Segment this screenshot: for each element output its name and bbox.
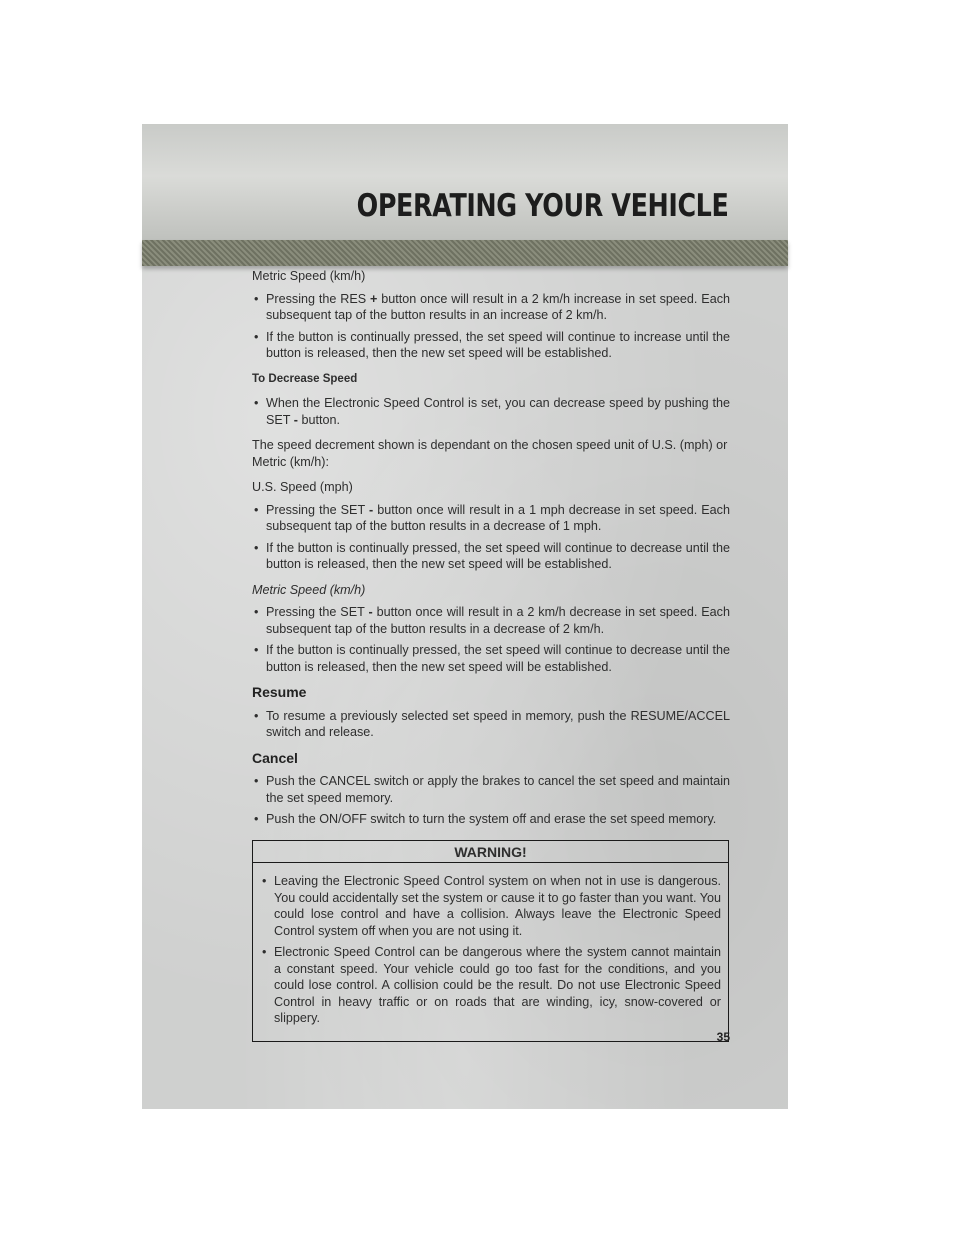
- manual-page: [142, 124, 788, 1109]
- bullet: •: [254, 540, 259, 555]
- us-decrease-list: [252, 502, 730, 573]
- metric-speed-label: Metric Speed (km/h): [252, 269, 366, 283]
- warning-body: [253, 863, 728, 1041]
- bullet: •: [262, 874, 267, 888]
- bullet: •: [262, 945, 267, 959]
- res-plus-button-label: +: [370, 291, 378, 306]
- cancel-heading: Cancel: [252, 749, 298, 766]
- list-item: • If the button is continually pressed, the set speed will continue to decrease until the button is released, then the new set speed will be established.: [254, 540, 730, 571]
- warning-list: [260, 873, 721, 1027]
- cancel-list: [252, 773, 730, 828]
- page-title: OPERATING YOUR VEHICLE: [356, 188, 728, 224]
- list-item: • Pressing the SET - button once will result in a 1 mph decrease in set speed. Each subsequent tap of the button results in a decrease of 1 mph.: [254, 502, 730, 533]
- set-minus-button-label: -: [368, 605, 373, 619]
- resume-heading: Resume: [252, 684, 307, 700]
- decrease-list: [252, 395, 730, 428]
- bullet: •: [254, 708, 259, 723]
- header-band: [142, 240, 788, 266]
- list-item: • Push the CANCEL switch or apply the brakes to cancel the set speed and maintain the set speed memory.: [254, 774, 730, 805]
- list-item: • Push the ON/OFF switch to turn the system off and erase the set speed memory.: [254, 812, 717, 826]
- bullet: •: [254, 291, 259, 306]
- list-item: • To resume a previously selected set speed in memory, push the RESUME/ACCEL switch and release.: [254, 708, 730, 739]
- warning-item: • Electronic Speed Control can be dangerous where the system cannot maintain a constant speed. Your vehicle could go too fast for the conditions, and you could lose control. A collision could be the result. Do not use Electronic Speed Control in heavy traffic or on roads that are winding, icy, snow-covered or slippery.: [262, 945, 721, 1025]
- us-speed-label: U.S. Speed (mph): [252, 480, 353, 494]
- decrement-note: The speed decrement shown is dependant on the chosen speed unit of U.S. (mph) or Metric (km/h):: [252, 438, 728, 469]
- list-item: • If the button is continually pressed, the set speed will continue to increase until the button is released, then the new set speed will be established.: [254, 329, 730, 360]
- bullet: •: [254, 396, 259, 410]
- page-content: [252, 268, 730, 1042]
- metric-speed-label-italic: Metric Speed (km/h): [252, 582, 366, 597]
- metric-increase-list: [252, 291, 730, 362]
- bullet: •: [254, 812, 259, 826]
- bullet: •: [254, 605, 259, 619]
- bullet: •: [254, 774, 259, 788]
- bullet: •: [254, 502, 259, 517]
- page-header: [142, 124, 788, 240]
- set-minus-button-label: -: [369, 502, 374, 517]
- bullet: •: [254, 329, 259, 344]
- decrease-speed-heading: To Decrease Speed: [252, 372, 358, 385]
- warning-item: • Leaving the Electronic Speed Control system on when not in use is dangerous. You could accidentally set the system or cause it to go faster than you want. You could lose control and have a collision. Always leave the Electronic Speed Control system off when you are not using it.: [262, 874, 721, 938]
- list-item: • Pressing the RES + button once will result in a 2 km/h increase in set speed. Each subsequent tap of the button results in an increase of 2 km/h.: [254, 291, 730, 322]
- set-minus-button-label: -: [293, 412, 298, 427]
- list-item: • If the button is continually pressed, the set speed will continue to decrease until the button is released, then the new set speed will be established.: [254, 643, 730, 674]
- bullet: •: [254, 643, 259, 657]
- warning-box: [252, 840, 729, 1042]
- warning-title: WARNING!: [253, 841, 728, 864]
- page-number: 35: [716, 1030, 730, 1044]
- list-item: • Pressing the SET - button once will result in a 2 km/h decrease in set speed. Each subsequent tap of the button results in a decrease of 2 km/h.: [254, 605, 730, 636]
- metric-decrease-list: [252, 604, 730, 675]
- list-item: • When the Electronic Speed Control is set, you can decrease speed by pushing the SET - button.: [254, 396, 730, 427]
- resume-list: [252, 708, 730, 741]
